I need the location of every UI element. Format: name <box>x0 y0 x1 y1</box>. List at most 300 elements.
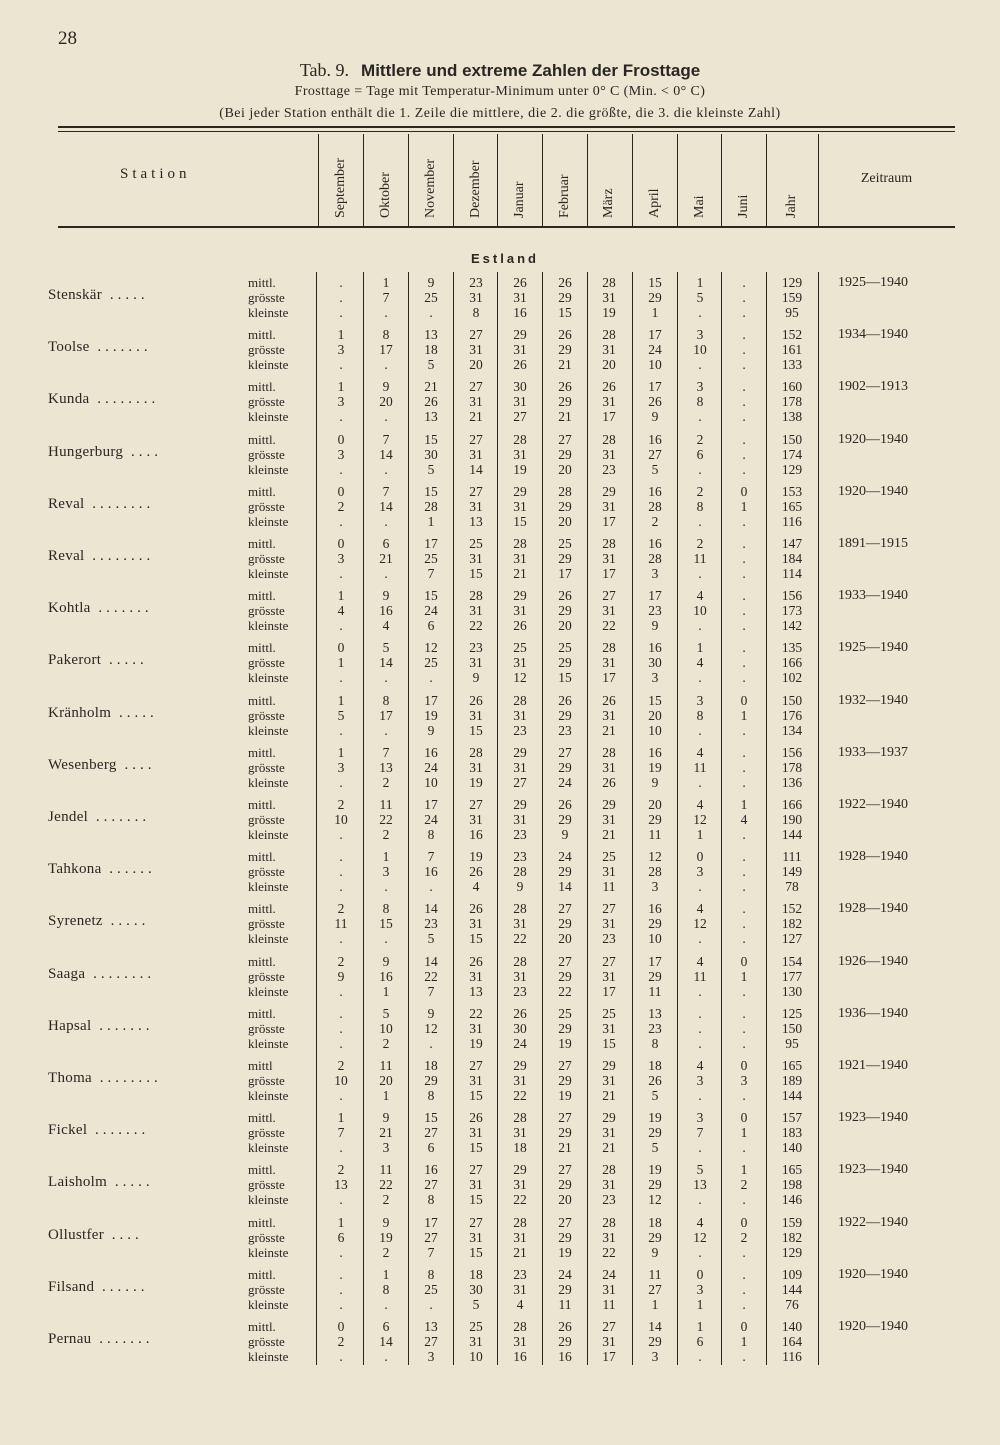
table-cell: 28 <box>602 1215 616 1230</box>
station-name <box>48 861 248 878</box>
table-cell: 28 <box>469 588 483 603</box>
table-cell: . <box>384 566 388 581</box>
table-cell: . <box>698 1245 702 1260</box>
table-cell: 9 <box>427 275 435 290</box>
table-cell: 1 <box>740 708 748 723</box>
table-cell: 15 <box>424 432 438 447</box>
leader-dots: ....... <box>88 809 151 825</box>
leader-dots: ..... <box>102 913 150 929</box>
leader-dots: ....... <box>91 1018 154 1034</box>
station-name-label: Filsand <box>48 1279 95 1295</box>
table-cell: . <box>742 1349 746 1364</box>
table-cell: 20 <box>379 1073 393 1088</box>
table-cell: 1 <box>337 1110 345 1125</box>
table-cell: 29 <box>602 797 616 812</box>
table-cell: 0 <box>337 640 345 655</box>
table-cell: 166 <box>781 797 803 812</box>
table-cell: 27 <box>558 901 572 916</box>
table-cell: 12 <box>424 1021 438 1036</box>
table-cell: . <box>339 618 343 633</box>
leader-dots: .... <box>104 1227 143 1243</box>
row-label: grösste <box>248 708 285 723</box>
table-cell: 13 <box>379 760 393 775</box>
row-label: mittl. <box>248 588 276 603</box>
table-cell: 27 <box>469 379 483 394</box>
leader-dots: ..... <box>101 652 148 668</box>
table-cell: 15 <box>469 566 483 581</box>
table-cell: . <box>339 1006 343 1021</box>
table-cell: 140 <box>781 1140 803 1155</box>
table-cell: 25 <box>469 536 483 551</box>
table-cell: 0 <box>740 1058 748 1073</box>
table-cell: . <box>339 775 343 790</box>
table-cell: 15 <box>558 305 572 320</box>
table-cell: 27 <box>469 327 483 342</box>
table-cell: 147 <box>781 536 803 551</box>
table-cell: . <box>384 305 388 320</box>
table-cell: 10 <box>379 1021 393 1036</box>
table-cell: 9 <box>382 379 390 394</box>
table-cell: 10 <box>469 1349 483 1364</box>
table-cell: 0 <box>337 484 345 499</box>
table-cell: 19 <box>469 849 483 864</box>
table-cell: 5 <box>696 290 704 305</box>
table-cell: 184 <box>781 551 803 566</box>
table-cell: 14 <box>379 499 393 514</box>
table-cell: 27 <box>558 1110 572 1125</box>
table-cell: . <box>742 409 746 424</box>
station-name-label: Kunda <box>48 391 90 407</box>
table-cell: 4 <box>472 879 480 894</box>
table-cell: 3 <box>696 864 704 879</box>
table-cell: 11 <box>558 1297 572 1312</box>
table-cell: 29 <box>602 1110 616 1125</box>
table-cell: . <box>339 305 343 320</box>
table-cell: 14 <box>379 447 393 462</box>
table-cell: 16 <box>513 305 527 320</box>
table-cell: . <box>339 1088 343 1103</box>
table-cell: 29 <box>558 1282 572 1297</box>
table-cell: 3 <box>696 327 704 342</box>
table-cell: 11 <box>648 1267 662 1282</box>
table-cell: 4 <box>696 954 704 969</box>
table-cell: 8 <box>696 394 704 409</box>
table-cell: 173 <box>781 603 803 618</box>
table-cell: 140 <box>781 1319 803 1334</box>
table-cell: 28 <box>602 640 616 655</box>
table-cell: 19 <box>379 1230 393 1245</box>
table-cell: 17 <box>424 693 438 708</box>
table-cell: 1 <box>696 827 704 842</box>
row-label: mittl. <box>248 432 276 447</box>
row-label: mittl. <box>248 640 276 655</box>
table-cell: 31 <box>513 655 527 670</box>
zeitraum-value: 1923—1940 <box>838 1162 908 1177</box>
table-cell: . <box>339 1282 343 1297</box>
station-name <box>48 1227 248 1244</box>
table-cell: 6 <box>337 1230 345 1245</box>
row-label: kleinste <box>248 1349 289 1364</box>
table-cell: 2 <box>382 775 390 790</box>
row-label: kleinste <box>248 566 289 581</box>
table-cell: 29 <box>424 1073 438 1088</box>
table-cell: 31 <box>469 1177 483 1192</box>
leader-dots: .... <box>116 757 156 773</box>
row-label: grösste <box>248 1021 285 1036</box>
table-cell: 22 <box>379 812 393 827</box>
table-cell: 183 <box>781 1125 803 1140</box>
header-column-divider <box>497 134 498 226</box>
table-title <box>0 60 1000 81</box>
table-cell: 17 <box>602 1349 616 1364</box>
table-cell: . <box>339 1192 343 1207</box>
table-cell: 5 <box>472 1297 480 1312</box>
row-label: grösste <box>248 655 285 670</box>
leader-dots: ........ <box>84 548 155 564</box>
table-cell: 16 <box>648 536 662 551</box>
table-cell: 18 <box>648 1215 662 1230</box>
table-cell: 18 <box>648 1058 662 1073</box>
table-cell: 9 <box>382 1110 390 1125</box>
row-label: mittl. <box>248 484 276 499</box>
table-cell: 29 <box>558 1334 572 1349</box>
table-cell: . <box>742 1297 746 1312</box>
table-cell: 9 <box>427 1006 435 1021</box>
month-header: Oktober <box>378 172 393 218</box>
table-cell: 4 <box>696 655 704 670</box>
table-cell: 3 <box>337 447 345 462</box>
table-cell: 31 <box>602 342 616 357</box>
page-number: 28 <box>58 28 77 49</box>
table-cell: 15 <box>424 484 438 499</box>
table-cell: . <box>339 566 343 581</box>
table-cell: 116 <box>782 1349 802 1364</box>
table-cell: 15 <box>648 693 662 708</box>
table-cell: 26 <box>558 588 572 603</box>
table-cell: 24 <box>558 849 572 864</box>
table-cell: 5 <box>382 640 390 655</box>
table-cell: . <box>339 514 343 529</box>
table-cell: 26 <box>469 1110 483 1125</box>
table-cell: 12 <box>648 1192 662 1207</box>
table-cell: 3 <box>382 1140 390 1155</box>
table-cell: 16 <box>513 1349 527 1364</box>
table-cell: 15 <box>648 275 662 290</box>
table-cell: 31 <box>602 655 616 670</box>
table-cell: 2 <box>337 499 345 514</box>
table-cell: 95 <box>785 1036 799 1051</box>
table-cell: 20 <box>558 1192 572 1207</box>
table-cell: 27 <box>602 1319 616 1334</box>
station-name <box>48 966 248 983</box>
table-cell: 26 <box>469 864 483 879</box>
table-cell: 30 <box>469 1282 483 1297</box>
table-cell: 13 <box>334 1177 348 1192</box>
row-label: mittl. <box>248 275 276 290</box>
month-header: November <box>423 158 438 218</box>
table-cell: 31 <box>602 394 616 409</box>
zeitraum-value: 1925—1940 <box>838 640 908 655</box>
table-cell: 27 <box>469 1215 483 1230</box>
header-column-divider <box>632 134 633 226</box>
table-cell: 23 <box>648 1021 662 1036</box>
table-cell: 95 <box>785 305 799 320</box>
table-cell: 102 <box>781 670 803 685</box>
table-cell: 3 <box>337 342 345 357</box>
row-label: mittl. <box>248 1267 276 1282</box>
table-cell: 26 <box>513 1006 527 1021</box>
table-cell: 9 <box>382 954 390 969</box>
table-cell: 4 <box>382 618 390 633</box>
table-cell: . <box>384 462 388 477</box>
table-cell: 8 <box>427 1192 435 1207</box>
table-cell: . <box>698 357 702 372</box>
station-name <box>48 1018 248 1035</box>
table-cell: 9 <box>561 827 569 842</box>
table-cell: 3 <box>337 760 345 775</box>
row-label: kleinste <box>248 775 289 790</box>
table-cell: 22 <box>424 969 438 984</box>
table-cell: 178 <box>781 760 803 775</box>
table-cell: 3 <box>651 1349 659 1364</box>
table-cell: 20 <box>469 357 483 372</box>
table-cell: 31 <box>513 708 527 723</box>
table-cell: 7 <box>382 432 390 447</box>
table-cell: . <box>384 931 388 946</box>
table-cell: . <box>742 901 746 916</box>
table-cell: 14 <box>424 901 438 916</box>
table-cell: 28 <box>648 551 662 566</box>
table-cell: 26 <box>558 1319 572 1334</box>
table-cell: . <box>698 775 702 790</box>
row-label: grösste <box>248 812 285 827</box>
table-cell: 149 <box>781 864 803 879</box>
table-cell: 26 <box>648 1073 662 1088</box>
table-cell: 19 <box>602 305 616 320</box>
row-label: grösste <box>248 342 285 357</box>
table-cell: 2 <box>740 1177 748 1192</box>
table-cell: 15 <box>424 1110 438 1125</box>
table-cell: 13 <box>469 514 483 529</box>
table-cell: 0 <box>740 693 748 708</box>
row-label: mittl <box>248 1058 273 1073</box>
top-rule <box>58 126 955 128</box>
table-cell: 5 <box>427 931 435 946</box>
table-cell: . <box>742 275 746 290</box>
table-cell: 16 <box>424 864 438 879</box>
table-cell: . <box>698 1140 702 1155</box>
table-cell: 29 <box>648 1177 662 1192</box>
table-cell: 156 <box>781 588 803 603</box>
table-cell: 138 <box>781 409 803 424</box>
table-cell: 1 <box>337 745 345 760</box>
table-cell: 25 <box>424 290 438 305</box>
table-cell: . <box>698 462 702 477</box>
table-cell: 15 <box>379 916 393 931</box>
zeitraum-value: 1932—1940 <box>838 693 908 708</box>
station-name <box>48 1122 248 1139</box>
table-cell: 150 <box>781 693 803 708</box>
table-cell: 129 <box>781 275 803 290</box>
table-cell: 31 <box>469 1125 483 1140</box>
leader-dots: ..... <box>102 287 149 303</box>
table-cell: 6 <box>696 447 704 462</box>
table-cell: 24 <box>602 1267 616 1282</box>
table-cell: 144 <box>781 827 803 842</box>
table-cell: 27 <box>648 447 662 462</box>
body-column-divider <box>766 272 767 1365</box>
station-name <box>48 339 248 356</box>
table-cell: 152 <box>781 901 803 916</box>
table-cell: . <box>742 379 746 394</box>
table-cell: 20 <box>558 618 572 633</box>
table-cell: . <box>742 1245 746 1260</box>
header-column-divider <box>363 134 364 226</box>
table-cell: 1 <box>337 655 345 670</box>
table-cell: 31 <box>469 1021 483 1036</box>
table-cell: 28 <box>513 1110 527 1125</box>
table-cell: 164 <box>781 1334 803 1349</box>
table-cell: 27 <box>424 1230 438 1245</box>
table-cell: 22 <box>602 618 616 633</box>
table-cell: 3 <box>696 693 704 708</box>
leader-dots: ....... <box>91 1331 154 1347</box>
table-cell: . <box>698 984 702 999</box>
table-cell: 26 <box>424 394 438 409</box>
table-cell: 3 <box>651 566 659 581</box>
station-name-label: Pakerort <box>48 652 102 668</box>
table-cell: 23 <box>424 916 438 931</box>
row-label: grösste <box>248 760 285 775</box>
table-cell: . <box>742 640 746 655</box>
table-cell: 31 <box>602 1334 616 1349</box>
table-cell: 22 <box>558 984 572 999</box>
table-cell: . <box>698 1036 702 1051</box>
table-cell: . <box>742 432 746 447</box>
table-cell: 26 <box>469 693 483 708</box>
table-cell: 11 <box>693 551 707 566</box>
table-cell: 29 <box>558 603 572 618</box>
table-cell: 21 <box>558 1140 572 1155</box>
table-cell: 31 <box>469 1230 483 1245</box>
table-cell: 17 <box>424 797 438 812</box>
table-cell: . <box>384 879 388 894</box>
table-cell: 31 <box>602 812 616 827</box>
table-cell: . <box>742 514 746 529</box>
table-cell: . <box>742 916 746 931</box>
table-cell: 1 <box>337 379 345 394</box>
table-cell: 5 <box>427 357 435 372</box>
table-cell: 9 <box>651 775 659 790</box>
row-label: mittl. <box>248 1319 276 1334</box>
table-cell: 4 <box>696 1215 704 1230</box>
table-cell: 8 <box>472 305 480 320</box>
station-name-label: Kohtla <box>48 600 91 616</box>
table-cell: 5 <box>651 1088 659 1103</box>
table-cell: 129 <box>781 1245 803 1260</box>
table-cell: 2 <box>337 1058 345 1073</box>
table-cell: 24 <box>558 1267 572 1282</box>
table-cell: 10 <box>693 603 707 618</box>
table-cell: 29 <box>558 342 572 357</box>
station-name <box>48 1174 248 1191</box>
table-cell: 16 <box>648 640 662 655</box>
table-cell: 29 <box>648 1125 662 1140</box>
table-cell: 3 <box>696 1282 704 1297</box>
table-cell: 9 <box>516 879 524 894</box>
table-cell: 19 <box>558 1245 572 1260</box>
table-cell: . <box>742 1006 746 1021</box>
table-cell: 29 <box>513 797 527 812</box>
table-cell: 28 <box>648 864 662 879</box>
station-name-label: Reval <box>48 496 85 512</box>
table-cell: 29 <box>513 588 527 603</box>
table-cell: 2 <box>337 797 345 812</box>
zeitraum-value: 1922—1940 <box>838 797 908 812</box>
station-name-label: Tahkona <box>48 861 102 877</box>
table-cell: . <box>339 1036 343 1051</box>
table-cell: 29 <box>648 1334 662 1349</box>
table-heading: Mittlere und extreme Zahlen der Frosttage <box>361 61 701 80</box>
table-cell: 29 <box>558 1021 572 1036</box>
table-cell: 15 <box>469 1088 483 1103</box>
table-cell: 7 <box>427 1245 435 1260</box>
table-cell: 136 <box>781 775 803 790</box>
header-rule <box>58 226 955 228</box>
table-cell: . <box>339 290 343 305</box>
table-cell: 31 <box>513 760 527 775</box>
table-cell: 31 <box>602 916 616 931</box>
table-cell: 28 <box>513 432 527 447</box>
leader-dots: ..... <box>111 705 158 721</box>
table-cell: 1 <box>696 1319 704 1334</box>
station-name <box>48 1279 248 1296</box>
table-cell: 29 <box>558 551 572 566</box>
table-cell: 159 <box>781 1215 803 1230</box>
table-cell: 8 <box>696 708 704 723</box>
table-cell: . <box>384 670 388 685</box>
row-label: mittl. <box>248 954 276 969</box>
table-cell: 29 <box>558 760 572 775</box>
table-cell: 23 <box>648 603 662 618</box>
table-cell: 27 <box>513 409 527 424</box>
table-cell: 11 <box>648 984 662 999</box>
table-cell: 9 <box>382 588 390 603</box>
table-cell: 2 <box>337 1162 345 1177</box>
table-cell: 31 <box>602 499 616 514</box>
station-name <box>48 391 248 408</box>
header-column-divider <box>453 134 454 226</box>
table-cell: 31 <box>469 916 483 931</box>
table-cell: 7 <box>427 566 435 581</box>
table-cell: 17 <box>424 536 438 551</box>
station-name <box>48 809 248 826</box>
table-cell: 1 <box>382 849 390 864</box>
header-column-divider <box>587 134 588 226</box>
table-cell: 5 <box>382 1006 390 1021</box>
table-cell: 16 <box>648 745 662 760</box>
table-cell: 25 <box>469 1319 483 1334</box>
header-column-divider <box>721 134 722 226</box>
table-cell: 31 <box>602 447 616 462</box>
table-cell: . <box>698 670 702 685</box>
row-label: grösste <box>248 447 285 462</box>
table-cell: 31 <box>602 290 616 305</box>
table-cell: 19 <box>648 760 662 775</box>
table-cell: 13 <box>648 1006 662 1021</box>
table-cell: 144 <box>781 1282 803 1297</box>
table-cell: . <box>698 566 702 581</box>
